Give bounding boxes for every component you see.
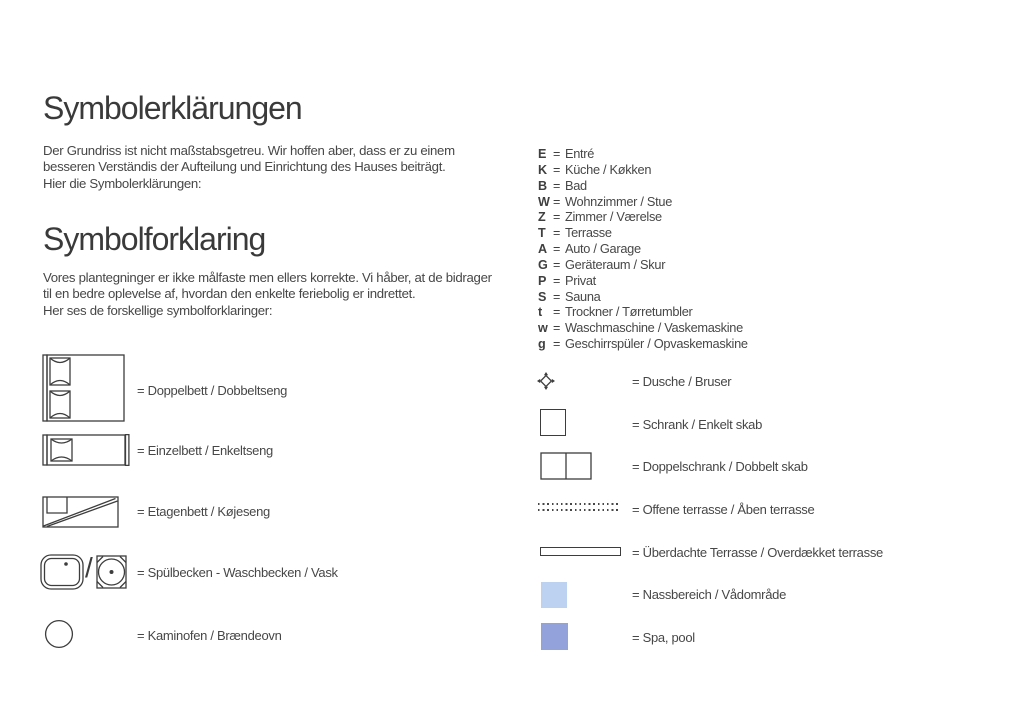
legend-row <box>538 320 748 336</box>
equals-sign: = <box>553 147 561 161</box>
legend-label: Wohnzimmer / Stue <box>565 193 673 209</box>
covered-terrace-icon <box>540 547 621 556</box>
legend-label: Küche / Køkken <box>565 161 652 177</box>
legend-label: Bad <box>565 177 587 193</box>
legend-row <box>538 162 748 178</box>
legend-label: Geräteraum / Skur <box>565 256 666 272</box>
legend-key: S <box>538 289 547 304</box>
legend-row <box>538 146 748 162</box>
intro-german-line: Der Grundriss ist nicht maßstabsgetreu. Wir hoffen aber, dass er zu einem <box>43 143 455 158</box>
legend-label: Auto / Garage <box>565 241 641 257</box>
legend-row <box>538 225 748 241</box>
intro-german-line: Hier die Symbolerklärungen: <box>43 175 202 191</box>
legend-row <box>538 289 748 305</box>
spa-pool-swatch <box>541 623 568 650</box>
legend-key: A <box>538 242 547 257</box>
legend-key: Z <box>538 210 546 225</box>
symbol-label: = Schrank / Enkelt skab <box>632 417 763 432</box>
legend-label: Zimmer / Værelse <box>565 209 662 225</box>
legend-row <box>538 194 748 210</box>
wood-stove-icon <box>44 619 74 649</box>
page-title-german: Symbolerklärungen <box>43 90 302 126</box>
equals-sign: = <box>553 210 561 225</box>
symbol-label: = Kaminofen / Brændeovn <box>137 628 282 643</box>
bunk-bed-icon <box>42 496 119 528</box>
double-bed-icon <box>42 354 126 422</box>
equals-sign: = <box>553 242 561 257</box>
intro-german-line: besseren Verständis der Aufteilung und Einrichtung des Hauses beiträgt. <box>43 159 446 175</box>
legend-row <box>538 257 748 273</box>
equals-sign: = <box>553 226 561 241</box>
legend-key: T <box>538 226 546 241</box>
legend-row <box>538 241 748 257</box>
equals-sign: = <box>553 321 561 336</box>
equals-sign: = <box>553 273 561 288</box>
equals-sign: = <box>553 337 561 352</box>
intro-danish <box>43 270 492 319</box>
symbol-label: = Einzelbett / Enkeltseng <box>137 443 273 458</box>
intro-danish-line: Her ses de forskellige symbolforklaringer: <box>43 302 273 318</box>
legend-label: Trockner / Tørretumbler <box>565 304 693 320</box>
symbol-label: = Etagenbett / Køjeseng <box>137 504 270 519</box>
equals-sign: = <box>553 194 561 209</box>
equals-sign: = <box>553 178 561 193</box>
symbol-label: = Doppelschrank / Dobbelt skab <box>632 459 808 474</box>
open-terrace-icon <box>538 503 621 511</box>
legend-row <box>538 209 748 225</box>
symbol-label: = Nassbereich / Vådområde <box>632 587 787 602</box>
symbol-label: = Dusche / Bruser <box>632 374 732 389</box>
legend-label: Terrasse <box>565 225 612 241</box>
legend-label: Sauna <box>565 288 601 304</box>
legend-key: W <box>538 194 550 209</box>
washbasin-icon <box>96 555 127 589</box>
slash-separator: / <box>85 552 93 583</box>
legend-label: Entré <box>565 146 595 161</box>
legend-key: G <box>538 257 548 272</box>
symbol-label: = Offene terrasse / Åben terrasse <box>632 502 815 517</box>
legend-row <box>538 304 748 320</box>
sink-icon <box>40 554 84 590</box>
equals-sign: = <box>553 257 561 272</box>
legend-label: Privat <box>565 272 596 288</box>
legend-key: t <box>538 305 542 320</box>
wet-area-swatch <box>541 582 567 608</box>
intro-danish-line: til en bedre oplevelse af, hvordan den enkelte feriebolig er indrettet. <box>43 286 416 302</box>
legend-key: K <box>538 162 547 177</box>
page-title-danish: Symbolforklaring <box>43 221 266 257</box>
single-bed-icon <box>42 434 130 466</box>
legend-label: Geschirrspüler / Opvaskemaskine <box>565 336 748 352</box>
symbol-label: = Überdachte Terrasse / Overdækket terrasse <box>632 545 883 560</box>
symbol-label: = Spülbecken - Waschbecken / Vask <box>137 565 338 580</box>
equals-sign: = <box>553 162 561 177</box>
legend-row <box>538 336 748 352</box>
equals-sign: = <box>553 305 561 320</box>
intro-danish-line: Vores plantegninger er ikke målfaste men ellers korrekte. Vi håber, at de bidrager <box>43 270 492 285</box>
legend-key: P <box>538 273 547 288</box>
double-cabinet-icon <box>540 452 592 480</box>
symbol-label: = Doppelbett / Dobbeltseng <box>137 383 288 398</box>
equals-sign: = <box>553 289 561 304</box>
room-letter-legend <box>538 146 748 352</box>
legend-key: w <box>538 321 548 336</box>
legend-row <box>538 273 748 289</box>
intro-german <box>43 143 455 192</box>
legend-key: E <box>538 147 547 161</box>
single-cabinet-icon <box>540 409 566 436</box>
legend-row <box>538 178 748 194</box>
legend-key: g <box>538 337 546 352</box>
legend-key: B <box>538 178 547 193</box>
shower-icon <box>537 372 555 390</box>
legend-label: Waschmaschine / Vaskemaskine <box>565 320 743 336</box>
symbol-label: = Spa, pool <box>632 630 695 645</box>
